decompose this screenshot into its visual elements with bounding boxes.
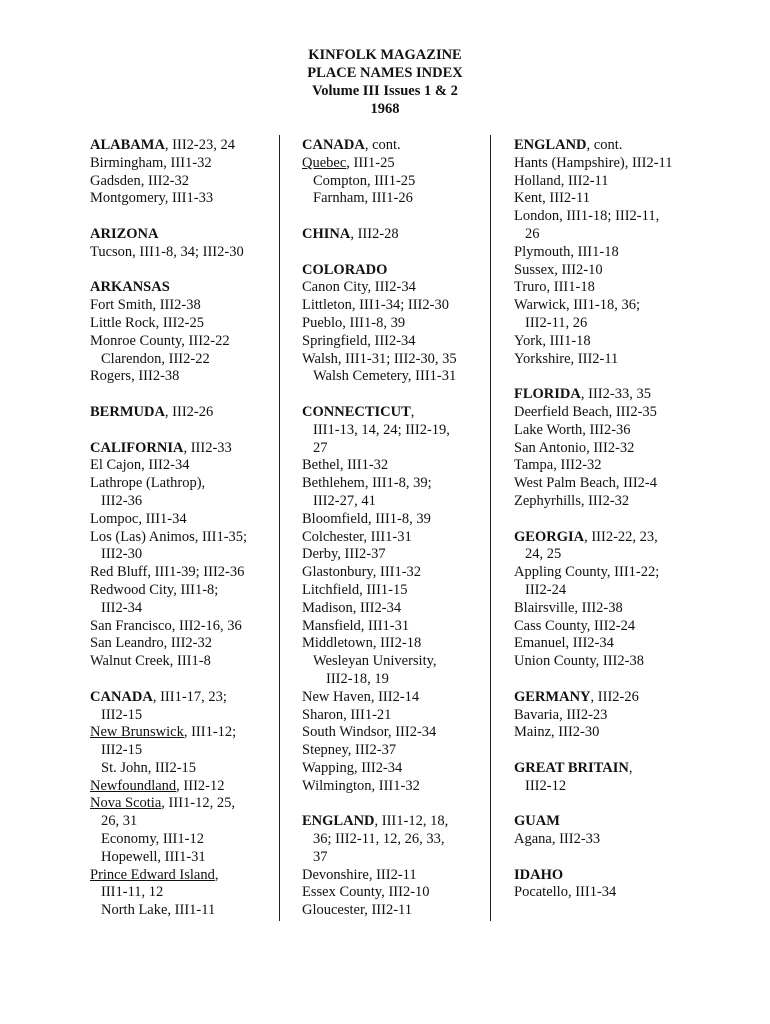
entry-text: III1-11, 12	[101, 884, 164, 901]
index-column-1	[90, 137, 270, 920]
index-entry	[514, 190, 714, 208]
place-heading: CHINA	[302, 225, 351, 242]
index-entry	[302, 760, 482, 778]
entry-text: III2-11, 26	[525, 314, 588, 331]
entry-text: Glastonbury, III1-32	[302, 564, 422, 581]
index-entry	[90, 813, 270, 831]
entry-text: Madison, III2-34	[302, 599, 402, 616]
entry-text: 37	[313, 848, 328, 865]
index-entry	[302, 653, 482, 671]
province-name: Prince Edward Island	[90, 866, 215, 883]
index-heading-entry	[514, 137, 714, 155]
index-entry	[90, 760, 270, 778]
column-divider	[490, 135, 491, 921]
entry-text: Lathrope (Lathrop),	[90, 475, 206, 492]
entry-text: Wapping, III2-34	[302, 759, 403, 776]
place-heading: COLORADO	[302, 261, 388, 278]
index-entry	[514, 778, 714, 796]
index-entry	[514, 440, 714, 458]
index-entry	[90, 564, 270, 582]
index-heading-entry	[90, 440, 270, 458]
entry-text: III2-15	[101, 742, 143, 759]
index-entry	[514, 173, 714, 191]
magazine-title: KINFOLK MAGAZINE	[308, 47, 462, 63]
index-entry	[90, 831, 270, 849]
index-entry	[514, 315, 714, 333]
entry-text: 26	[525, 225, 540, 242]
index-entry	[90, 244, 270, 262]
entry-text: Littleton, III1-34; III2-30	[302, 297, 449, 314]
entry-text: Derby, III2-37	[302, 546, 386, 563]
entry-text: , III2-26	[590, 688, 639, 705]
place-heading: CALIFORNIA	[90, 439, 184, 456]
province-name: Quebec	[302, 154, 347, 171]
entry-text: Middletown, III2-18	[302, 635, 422, 652]
index-entry	[302, 778, 482, 796]
entry-text: Bethlehem, III1-8, 39;	[302, 475, 432, 492]
entry-text: III2-15	[101, 706, 143, 723]
index-entry	[90, 582, 270, 600]
index-entry	[514, 635, 714, 653]
entry-text: Essex County, III2-10	[302, 884, 430, 901]
index-entry	[90, 618, 270, 636]
index-entry	[90, 653, 270, 671]
entry-text: Walsh Cemetery, III1-31	[313, 368, 457, 385]
index-heading-entry	[90, 689, 270, 707]
index-entry	[514, 546, 714, 564]
index-entry	[90, 333, 270, 351]
index-entry	[90, 867, 270, 885]
index-entry	[514, 582, 714, 600]
index-entry	[90, 635, 270, 653]
entry-text: Bloomfield, III1-8, 39	[302, 510, 431, 527]
index-entry	[514, 707, 714, 725]
index-entry	[302, 600, 482, 618]
entry-text: Union County, III2-38	[514, 653, 644, 670]
entry-text: Hopewell, III1-31	[101, 848, 206, 865]
province-name: Newfoundland	[90, 777, 177, 794]
entry-text: Compton, III1-25	[313, 172, 416, 189]
entry-text: London, III1-18; III2-11,	[514, 208, 660, 225]
index-entry	[302, 333, 482, 351]
index-entry	[90, 884, 270, 902]
entry-text: San Leandro, III2-32	[90, 635, 212, 652]
entry-text: Redwood City, III1-8;	[90, 581, 219, 598]
index-column-3	[514, 137, 714, 902]
index-entry	[514, 404, 714, 422]
place-heading: ENGLAND	[514, 137, 587, 153]
index-entry	[90, 511, 270, 529]
entry-text: Montgomery, III1-33	[90, 190, 214, 207]
place-heading: ALABAMA	[90, 137, 165, 153]
index-entry	[302, 564, 482, 582]
index-entry	[302, 742, 482, 760]
index-heading-entry	[90, 137, 270, 155]
place-heading: GEORGIA	[514, 528, 585, 545]
entry-text: San Antonio, III2-32	[514, 439, 635, 456]
index-entry	[514, 457, 714, 475]
entry-text: ,	[410, 403, 415, 420]
entry-text: , III1-17, 23;	[152, 688, 227, 705]
index-entry	[90, 315, 270, 333]
index-entry	[302, 707, 482, 725]
entry-text: Plymouth, III1-18	[514, 243, 619, 260]
index-entry	[90, 368, 270, 386]
province-name: New Brunswick	[90, 724, 184, 741]
entry-text: Colchester, III1-31	[302, 528, 412, 545]
index-entry	[302, 155, 482, 173]
entry-text: Deerfield Beach, III2-35	[514, 403, 657, 420]
index-entry	[302, 511, 482, 529]
index-entry	[302, 635, 482, 653]
entry-text: Springfield, III2-34	[302, 332, 416, 349]
entry-text: Little Rock, III2-25	[90, 314, 204, 331]
entry-text: Birmingham, III1-32	[90, 154, 212, 171]
index-entry	[90, 475, 270, 493]
index-entry	[302, 867, 482, 885]
province-name: Nova Scotia	[90, 795, 162, 812]
entry-text: St. John, III2-15	[101, 759, 197, 776]
entry-text: III2-18, 19	[326, 670, 389, 687]
entry-text: , III2-28	[350, 225, 399, 242]
entry-text: Wilmington, III1-32	[302, 777, 420, 794]
index-entry	[302, 831, 482, 849]
index-heading-entry	[514, 813, 714, 831]
place-heading: IDAHO	[514, 866, 564, 883]
index-entry	[514, 422, 714, 440]
entry-text: Lake Worth, III2-36	[514, 421, 631, 438]
entry-text: Emanuel, III2-34	[514, 635, 614, 652]
index-entry	[302, 884, 482, 902]
entry-text: Cass County, III2-24	[514, 617, 636, 634]
index-entry	[302, 493, 482, 511]
entry-text: Stepney, III2-37	[302, 742, 397, 759]
index-entry	[302, 297, 482, 315]
index-column-2	[302, 137, 482, 920]
entry-text: South Windsor, III2-34	[302, 724, 437, 741]
entry-text: 24, 25	[525, 546, 562, 563]
index-heading-entry	[302, 262, 482, 280]
entry-text: , cont.	[586, 137, 623, 153]
index-entry	[302, 368, 482, 386]
index-heading-entry	[514, 760, 714, 778]
entry-text: Canon City, III2-34	[302, 279, 416, 296]
index-entry	[302, 724, 482, 742]
index-heading-entry	[302, 813, 482, 831]
index-entry	[302, 546, 482, 564]
index-entry	[514, 493, 714, 511]
entry-text: , III2-26	[164, 403, 214, 420]
place-heading: CONNECTICUT	[302, 403, 411, 420]
entry-text: , III1-12, 25,	[161, 795, 235, 812]
entry-text: Warwick, III1-18, 36;	[514, 297, 641, 314]
entry-text: Monroe County, III2-22	[90, 332, 230, 349]
index-entry	[302, 689, 482, 707]
index-entry	[514, 155, 714, 173]
index-entry	[514, 724, 714, 742]
index-entry	[90, 707, 270, 725]
index-entry	[90, 351, 270, 369]
index-entry	[514, 831, 714, 849]
index-entry	[514, 653, 714, 671]
index-heading-entry	[514, 386, 714, 404]
index-entry	[514, 475, 714, 493]
index-entry	[302, 173, 482, 191]
entry-text: Truro, III1-18	[514, 279, 595, 296]
entry-text: Rogers, III2-38	[90, 368, 180, 385]
entry-text: El Cajon, III2-34	[90, 457, 190, 474]
index-entry	[90, 795, 270, 813]
entry-text: III2-30	[101, 546, 143, 563]
index-heading-entry	[514, 529, 714, 547]
index-entry	[90, 190, 270, 208]
entry-text: San Francisco, III2-16, 36	[90, 617, 242, 634]
entry-text: Mansfield, III1-31	[302, 617, 410, 634]
place-heading: ENGLAND	[302, 813, 375, 830]
entry-text: , III1-12, 18,	[374, 813, 449, 830]
index-entry	[514, 564, 714, 582]
place-heading: ARKANSAS	[90, 279, 170, 296]
entry-text: Hants (Hampshire), III2-11	[514, 154, 673, 171]
index-heading-entry	[90, 226, 270, 244]
index-entry	[90, 724, 270, 742]
entry-text: , III1-25	[346, 154, 395, 171]
entry-text: III2-36	[101, 492, 143, 509]
index-entry	[302, 582, 482, 600]
entry-text: West Palm Beach, III2-4	[514, 475, 657, 492]
entry-text: Economy, III1-12	[101, 831, 204, 848]
entry-text: , III1-12;	[183, 724, 237, 741]
entry-text: Mainz, III2-30	[514, 724, 600, 741]
entry-text: Agana, III2-33	[514, 831, 601, 848]
index-entry	[302, 671, 482, 689]
index-entry	[302, 849, 482, 867]
index-entry	[302, 529, 482, 547]
place-heading: FLORIDA	[514, 386, 581, 403]
entry-text: Gloucester, III2-11	[302, 902, 413, 919]
entry-text: , III2-22, 23,	[584, 528, 658, 545]
index-entry	[514, 884, 714, 902]
index-entry	[514, 226, 714, 244]
entry-text: ,	[214, 866, 219, 883]
index-heading-entry	[514, 689, 714, 707]
place-heading: GERMANY	[514, 688, 591, 705]
entry-text: Clarendon, III2-22	[101, 350, 210, 367]
entry-text: Zephyrhills, III2-32	[514, 492, 630, 509]
entry-text: III1-13, 14, 24; III2-19,	[313, 421, 450, 438]
index-entry	[90, 529, 270, 547]
entry-text: Lompoc, III1-34	[90, 510, 187, 527]
entry-text: Yorkshire, III2-11	[514, 350, 619, 367]
index-title: PLACE NAMES INDEX	[307, 65, 463, 81]
entry-text: III2-12	[525, 777, 567, 794]
volume-issues: Volume III Issues 1 & 2	[312, 83, 458, 99]
index-heading-entry	[90, 404, 270, 422]
entry-text: III2-34	[101, 599, 143, 616]
index-entry	[514, 262, 714, 280]
place-heading: GUAM	[514, 813, 560, 830]
entry-text: III2-24	[525, 581, 567, 598]
index-entry	[302, 351, 482, 369]
entry-text: , III2-33, 35	[580, 386, 651, 403]
entry-text: 36; III2-11, 12, 26, 33,	[313, 831, 445, 848]
entry-text: Walnut Creek, III1-8	[90, 653, 211, 670]
index-heading-entry	[302, 137, 482, 155]
place-heading: CANADA	[302, 137, 365, 153]
index-entry	[302, 422, 482, 440]
entry-text: Fort Smith, III2-38	[90, 297, 201, 314]
index-entry	[90, 155, 270, 173]
entry-text: , III2-23, 24	[164, 137, 235, 153]
entry-text: York, III1-18	[514, 332, 591, 349]
index-entry	[302, 279, 482, 297]
entry-text: III2-27, 41	[313, 492, 376, 509]
index-heading-entry	[302, 226, 482, 244]
index-entry	[302, 902, 482, 920]
place-heading: GREAT BRITAIN	[514, 759, 629, 776]
place-heading: BERMUDA	[90, 403, 165, 420]
index-entry	[302, 457, 482, 475]
entry-text: Bavaria, III2-23	[514, 706, 608, 723]
index-entry	[90, 457, 270, 475]
entry-text: Gadsden, III2-32	[90, 172, 190, 189]
index-entry	[90, 546, 270, 564]
entry-text: Farnham, III1-26	[313, 190, 413, 207]
entry-text: Pueblo, III1-8, 39	[302, 314, 406, 331]
entry-text: 26, 31	[101, 813, 138, 830]
index-entry	[302, 315, 482, 333]
entry-text: Wesleyan University,	[313, 653, 437, 670]
index-entry	[90, 778, 270, 796]
entry-text: Red Bluff, III1-39; III2-36	[90, 564, 245, 581]
entry-text: Kent, III2-11	[514, 190, 590, 207]
entry-text: , III2-12	[176, 777, 225, 794]
index-entry	[302, 618, 482, 636]
index-entry	[514, 333, 714, 351]
index-header	[0, 46, 770, 118]
entry-text: New Haven, III2-14	[302, 688, 420, 705]
index-entry	[514, 297, 714, 315]
index-entry	[90, 297, 270, 315]
entry-text: 27	[313, 439, 328, 456]
index-entry	[514, 351, 714, 369]
entry-text: Devonshire, III2-11	[302, 866, 417, 883]
entry-text: Pocatello, III1-34	[514, 884, 617, 901]
entry-text: North Lake, III1-11	[101, 902, 216, 919]
index-entry	[90, 849, 270, 867]
index-entry	[90, 600, 270, 618]
year: 1968	[370, 101, 400, 117]
column-divider	[279, 135, 280, 921]
index-entry	[514, 600, 714, 618]
entry-text: Bethel, III1-32	[302, 457, 389, 474]
index-heading-entry	[90, 279, 270, 297]
index-heading-entry	[302, 404, 482, 422]
entry-text: Holland, III2-11	[514, 172, 609, 189]
index-entry	[302, 475, 482, 493]
index-entry	[302, 190, 482, 208]
entry-text: Litchfield, III1-15	[302, 581, 408, 598]
entry-text: Sharon, III1-21	[302, 706, 392, 723]
index-entry	[514, 279, 714, 297]
entry-text: Tucson, III1-8, 34; III2-30	[90, 243, 244, 260]
entry-text: Appling County, III1-22;	[514, 564, 660, 581]
index-entry	[302, 440, 482, 458]
entry-text: Blairsville, III2-38	[514, 599, 623, 616]
index-entry	[514, 618, 714, 636]
index-entry	[514, 244, 714, 262]
place-heading: ARIZONA	[90, 225, 159, 242]
entry-text: Walsh, III1-31; III2-30, 35	[302, 350, 457, 367]
index-entry	[90, 902, 270, 920]
entry-text: Tampa, III2-32	[514, 457, 602, 474]
entry-text: , III2-33	[183, 439, 232, 456]
entry-text: , cont.	[364, 137, 401, 153]
index-entry	[514, 208, 714, 226]
index-heading-entry	[514, 867, 714, 885]
place-heading: CANADA	[90, 688, 153, 705]
index-entry	[90, 742, 270, 760]
entry-text: ,	[628, 759, 633, 776]
entry-text: Los (Las) Animos, III1-35;	[90, 528, 248, 545]
index-entry	[90, 493, 270, 511]
index-entry	[90, 173, 270, 191]
entry-text: Sussex, III2-10	[514, 261, 603, 278]
